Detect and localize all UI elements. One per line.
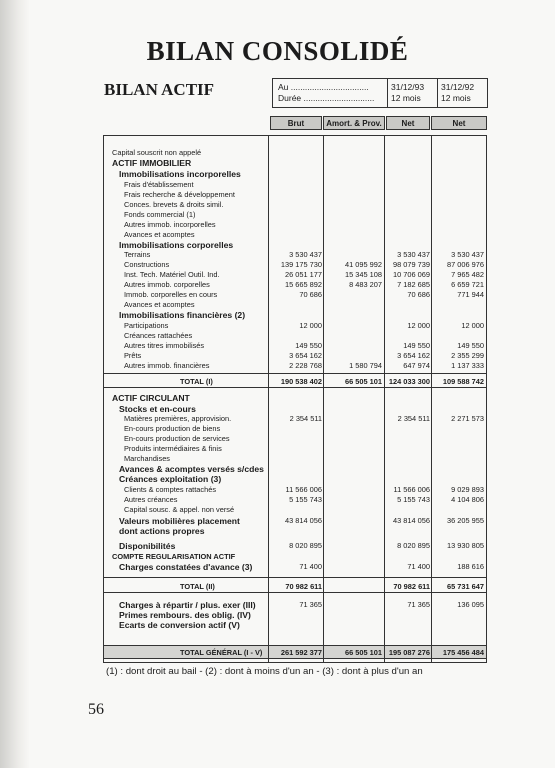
table-row bbox=[104, 464, 486, 474]
table-row bbox=[104, 485, 486, 495]
table-row bbox=[104, 250, 486, 260]
table-row bbox=[104, 393, 486, 403]
value-net-92: 771 944 bbox=[457, 290, 484, 299]
value-net-92: 87 006 976 bbox=[447, 260, 484, 269]
value-net-92: 7 965 482 bbox=[451, 270, 484, 279]
value-net-93: 3 654 162 bbox=[397, 351, 430, 360]
total-row bbox=[104, 582, 486, 592]
row-label: Charges à répartir / plus. exer (III) bbox=[119, 600, 256, 610]
column-header-brut: Brut bbox=[270, 116, 322, 130]
period-date-1: 31/12/93 bbox=[391, 82, 425, 92]
value-net-92: 149 550 bbox=[457, 341, 484, 350]
row-label: Stocks et en-cours bbox=[119, 404, 196, 414]
footnote: (1) : dont droit au bail - (2) : dont à moins d'un an - (3) : dont à plus d'un an bbox=[106, 666, 423, 677]
table-row bbox=[104, 200, 486, 210]
table-row bbox=[104, 516, 486, 526]
value-amort: 66 505 101 bbox=[345, 648, 382, 657]
value-net-92: 13 930 805 bbox=[447, 541, 484, 550]
value-net-93: 124 033 300 bbox=[388, 377, 430, 386]
value-net-93: 43 814 056 bbox=[393, 516, 430, 525]
value-brut: 149 550 bbox=[295, 341, 322, 350]
value-amort: 15 345 108 bbox=[345, 270, 382, 279]
value-brut: 15 665 892 bbox=[285, 280, 322, 289]
value-net-92: 65 731 647 bbox=[447, 582, 484, 591]
value-brut: 139 175 730 bbox=[280, 260, 322, 269]
row-label: Ecarts de conversion actif (V) bbox=[119, 620, 240, 630]
page-title: BILAN CONSOLIDÉ bbox=[146, 36, 409, 66]
table-row bbox=[104, 454, 486, 464]
column-header-net-1: Net bbox=[386, 116, 430, 130]
value-brut: 3 530 437 bbox=[289, 250, 322, 259]
table-row bbox=[104, 404, 486, 414]
row-label: Immobilisations incorporelles bbox=[119, 169, 241, 179]
value-net-93: 10 706 069 bbox=[393, 270, 430, 279]
period-duration-2: 12 mois bbox=[441, 93, 471, 103]
value-net-93: 2 354 511 bbox=[397, 414, 430, 423]
value-brut: 261 592 377 bbox=[280, 648, 322, 657]
value-net-92: 2 355 299 bbox=[451, 351, 484, 360]
row-label: Capital sousc. & appel. non versé bbox=[124, 505, 235, 514]
row-label: En-cours production de services bbox=[124, 434, 230, 443]
value-net-92: 6 659 721 bbox=[451, 280, 484, 289]
value-brut: 11 566 006 bbox=[285, 485, 322, 494]
table-row bbox=[104, 260, 486, 270]
row-label: Avances & acomptes versés s/cdes bbox=[119, 464, 264, 474]
table-row bbox=[104, 526, 486, 536]
table-row bbox=[104, 414, 486, 424]
row-label: Frais recherche & développement bbox=[124, 190, 235, 199]
row-label: Constructions bbox=[124, 260, 170, 269]
section-title: BILAN ACTIF bbox=[104, 80, 215, 99]
value-net-93: 3 530 437 bbox=[397, 250, 430, 259]
row-label: Créances exploitation (3) bbox=[119, 474, 222, 484]
value-brut: 26 051 177 bbox=[285, 270, 322, 279]
table-row bbox=[104, 434, 486, 444]
table-row bbox=[104, 600, 486, 610]
row-label: Autres créances bbox=[124, 495, 178, 504]
row-label: TOTAL (I) bbox=[180, 377, 213, 386]
row-label: Primes rembours. des oblig. (IV) bbox=[119, 610, 251, 620]
row-label: Clients & comptes rattachés bbox=[124, 485, 217, 494]
row-label: TOTAL GÉNÉRAL (I - V) bbox=[180, 648, 263, 657]
table-row bbox=[104, 148, 486, 158]
row-label: dont actions propres bbox=[119, 526, 205, 536]
row-label: Autres immob. incorporelles bbox=[124, 220, 216, 229]
row-label: Avances et acomptes bbox=[124, 300, 195, 309]
table-row bbox=[104, 190, 486, 200]
row-label: Inst. Tech. Matériel Outil. Ind. bbox=[124, 270, 220, 279]
row-label: Autres titres immobilisés bbox=[124, 341, 205, 350]
row-label: Matières premières, approvision. bbox=[124, 414, 232, 423]
table-row bbox=[104, 310, 486, 320]
value-net-92: 36 205 955 bbox=[447, 516, 484, 525]
row-label: Prêts bbox=[124, 351, 142, 360]
value-net-93: 7 182 685 bbox=[397, 280, 430, 289]
row-label: Autres immob. financières bbox=[124, 361, 210, 370]
page-number: 56 bbox=[88, 701, 104, 718]
row-label: Terrains bbox=[124, 250, 151, 259]
value-brut: 5 155 743 bbox=[289, 495, 322, 504]
row-label: Autres immob. corporelles bbox=[124, 280, 210, 289]
table-row bbox=[104, 321, 486, 331]
value-net-93: 70 982 611 bbox=[393, 582, 430, 591]
row-label: Marchandises bbox=[124, 454, 171, 463]
value-brut: 70 982 611 bbox=[285, 582, 322, 591]
row-label: ACTIF CIRCULANT bbox=[112, 393, 190, 403]
table-row bbox=[104, 331, 486, 341]
table-row bbox=[104, 351, 486, 361]
value-net-92: 12 000 bbox=[461, 321, 484, 330]
row-label: Capital souscrit non appelé bbox=[112, 148, 202, 157]
table-row bbox=[104, 552, 486, 562]
table-row bbox=[104, 270, 486, 280]
table-row bbox=[104, 474, 486, 484]
row-label: TOTAL (II) bbox=[180, 582, 215, 591]
row-label: Créances rattachées bbox=[124, 331, 193, 340]
table-row bbox=[104, 169, 486, 179]
value-net-93: 11 566 006 bbox=[393, 485, 430, 494]
row-label: Immob. corporelles en cours bbox=[124, 290, 218, 299]
table-row bbox=[104, 158, 486, 168]
row-label: Fonds commercial (1) bbox=[124, 210, 196, 219]
table-row bbox=[104, 505, 486, 515]
page-binding-edge bbox=[0, 0, 30, 768]
value-net-93: 5 155 743 bbox=[397, 495, 430, 504]
value-brut: 12 000 bbox=[299, 321, 322, 330]
table-row bbox=[104, 361, 486, 371]
row-label: Disponibilités bbox=[119, 541, 176, 551]
period-duration-1: 12 mois bbox=[391, 93, 421, 103]
table-row bbox=[104, 562, 486, 572]
value-net-93: 12 000 bbox=[407, 321, 430, 330]
table-row bbox=[104, 180, 486, 190]
value-brut: 3 654 162 bbox=[289, 351, 322, 360]
value-net-92: 136 095 bbox=[457, 600, 484, 609]
value-net-92: 2 271 573 bbox=[451, 414, 484, 423]
table-row bbox=[104, 495, 486, 505]
value-brut: 71 400 bbox=[299, 562, 322, 571]
value-net-93: 195 087 276 bbox=[388, 648, 430, 657]
value-brut: 70 686 bbox=[299, 290, 322, 299]
table-row bbox=[104, 541, 486, 551]
row-label: Participations bbox=[124, 321, 169, 330]
value-amort: 66 505 101 bbox=[345, 377, 382, 386]
table-row bbox=[104, 210, 486, 220]
table-row bbox=[104, 620, 486, 630]
value-brut: 190 538 402 bbox=[280, 377, 322, 386]
value-net-92: 109 588 742 bbox=[442, 377, 484, 386]
value-net-92: 175 456 484 bbox=[442, 648, 484, 657]
table-row bbox=[104, 300, 486, 310]
row-label: Frais d'établissement bbox=[124, 180, 194, 189]
value-amort: 1 580 794 bbox=[349, 361, 382, 370]
table-row bbox=[104, 424, 486, 434]
row-label: Produits intermédiaires & finis bbox=[124, 444, 222, 453]
value-net-93: 149 550 bbox=[403, 341, 430, 350]
row-label: COMPTE REGULARISATION ACTIF bbox=[112, 552, 236, 561]
value-brut: 2 354 511 bbox=[289, 414, 322, 423]
table-row bbox=[104, 290, 486, 300]
row-label: Valeurs mobilières placement bbox=[119, 516, 240, 526]
value-brut: 71 365 bbox=[299, 600, 322, 609]
balance-sheet-table bbox=[103, 135, 487, 663]
row-label: Immobilisations corporelles bbox=[119, 240, 234, 250]
value-net-93: 647 974 bbox=[403, 361, 430, 370]
table-row bbox=[104, 341, 486, 351]
value-net-93: 70 686 bbox=[407, 290, 430, 299]
value-amort: 41 095 992 bbox=[345, 260, 382, 269]
value-net-92: 4 104 806 bbox=[451, 495, 484, 504]
value-net-93: 8 020 895 bbox=[397, 541, 430, 550]
period-start-label: Au ................................. bbox=[278, 82, 369, 92]
value-net-92: 1 137 333 bbox=[451, 361, 484, 370]
period-date-2: 31/12/92 bbox=[441, 82, 475, 92]
total-row bbox=[104, 648, 486, 658]
table-row bbox=[104, 444, 486, 454]
row-label: En-cours production de biens bbox=[124, 424, 221, 433]
column-header-net-2: Net bbox=[431, 116, 487, 130]
value-net-92: 3 530 437 bbox=[451, 250, 484, 259]
value-net-93: 71 365 bbox=[407, 600, 430, 609]
total-row bbox=[104, 377, 486, 387]
value-brut: 43 814 056 bbox=[285, 516, 322, 525]
table-row bbox=[104, 610, 486, 620]
period-duration-label: Durée .............................. bbox=[278, 93, 375, 103]
row-label: ACTIF IMMOBILIER bbox=[112, 158, 192, 168]
value-net-93: 71 400 bbox=[407, 562, 430, 571]
row-label: Immobilisations financières (2) bbox=[119, 310, 246, 320]
value-brut: 2 228 768 bbox=[289, 361, 322, 370]
value-amort: 8 483 207 bbox=[349, 280, 382, 289]
row-label: Charges constatées d'avance (3) bbox=[119, 562, 253, 572]
value-net-92: 188 616 bbox=[457, 562, 484, 571]
row-label: Conces. brevets & droits simil. bbox=[124, 200, 224, 209]
table-row bbox=[104, 220, 486, 230]
value-brut: 8 020 895 bbox=[289, 541, 322, 550]
table-row bbox=[104, 240, 486, 250]
period-box bbox=[272, 78, 488, 108]
value-net-92: 9 029 893 bbox=[451, 485, 484, 494]
column-header-amort: Amort. & Prov. bbox=[323, 116, 385, 130]
table-row bbox=[104, 280, 486, 290]
row-label: Avances et acomptes bbox=[124, 230, 195, 239]
table-row bbox=[104, 230, 486, 240]
value-net-93: 98 079 739 bbox=[393, 260, 430, 269]
